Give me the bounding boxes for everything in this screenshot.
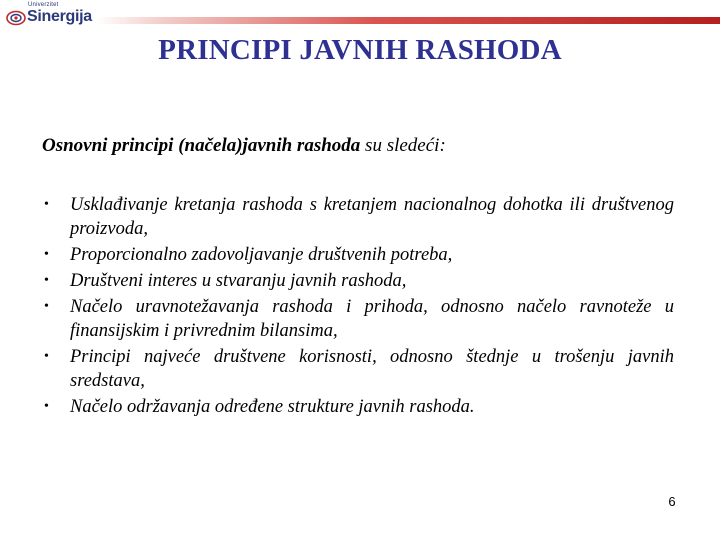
list-item [42, 193, 674, 241]
list-item-text: Principi najveće društvene korisnosti, odnosno štednje u trošenju javnih sredstava, [70, 347, 674, 391]
logo-subtitle: Univerzitet [28, 2, 59, 8]
list-item [42, 345, 674, 393]
intro-rest: su sledeći: [360, 135, 446, 156]
bullet-icon: • [44, 273, 49, 288]
bullet-icon: • [44, 349, 49, 364]
bullet-icon: • [44, 197, 49, 212]
intro-bold: Osnovni principi (načela)javnih rashoda [42, 135, 361, 156]
intro-text [42, 135, 446, 157]
bullet-icon: • [44, 399, 49, 414]
header-accent-bar [96, 17, 720, 24]
list-item [42, 243, 674, 267]
list-item-text: Načelo uravnotežavanja rashoda i prihoda, odnosno načelo ravnoteže u finansijskim i privrednim bilansima, [70, 297, 674, 341]
slide-title: PRINCIPI JAVNIH RASHODA [158, 34, 562, 66]
list-item-text: Načelo održavanja određene strukture javnih rashoda. [70, 397, 475, 417]
list-item [42, 295, 674, 343]
list-item [42, 269, 674, 293]
bullet-icon: • [44, 247, 49, 262]
bullet-icon: • [44, 299, 49, 314]
page-number: 6 [668, 494, 676, 509]
slide-header [0, 0, 720, 36]
sinergija-logo-icon [6, 10, 26, 26]
list-item [42, 395, 674, 419]
list-item-text: Društveni interes u stvaranju javnih rashoda, [70, 271, 407, 291]
logo-name: Sinergija [27, 8, 92, 25]
principles-list [42, 193, 674, 421]
university-logo [6, 2, 92, 32]
list-item-text: Usklađivanje kretanja rashoda s kretanjem nacionalnog dohotka ili društvenog proizvoda, [70, 195, 674, 239]
list-item-text: Proporcionalno zadovoljavanje društvenih potreba, [70, 245, 453, 265]
